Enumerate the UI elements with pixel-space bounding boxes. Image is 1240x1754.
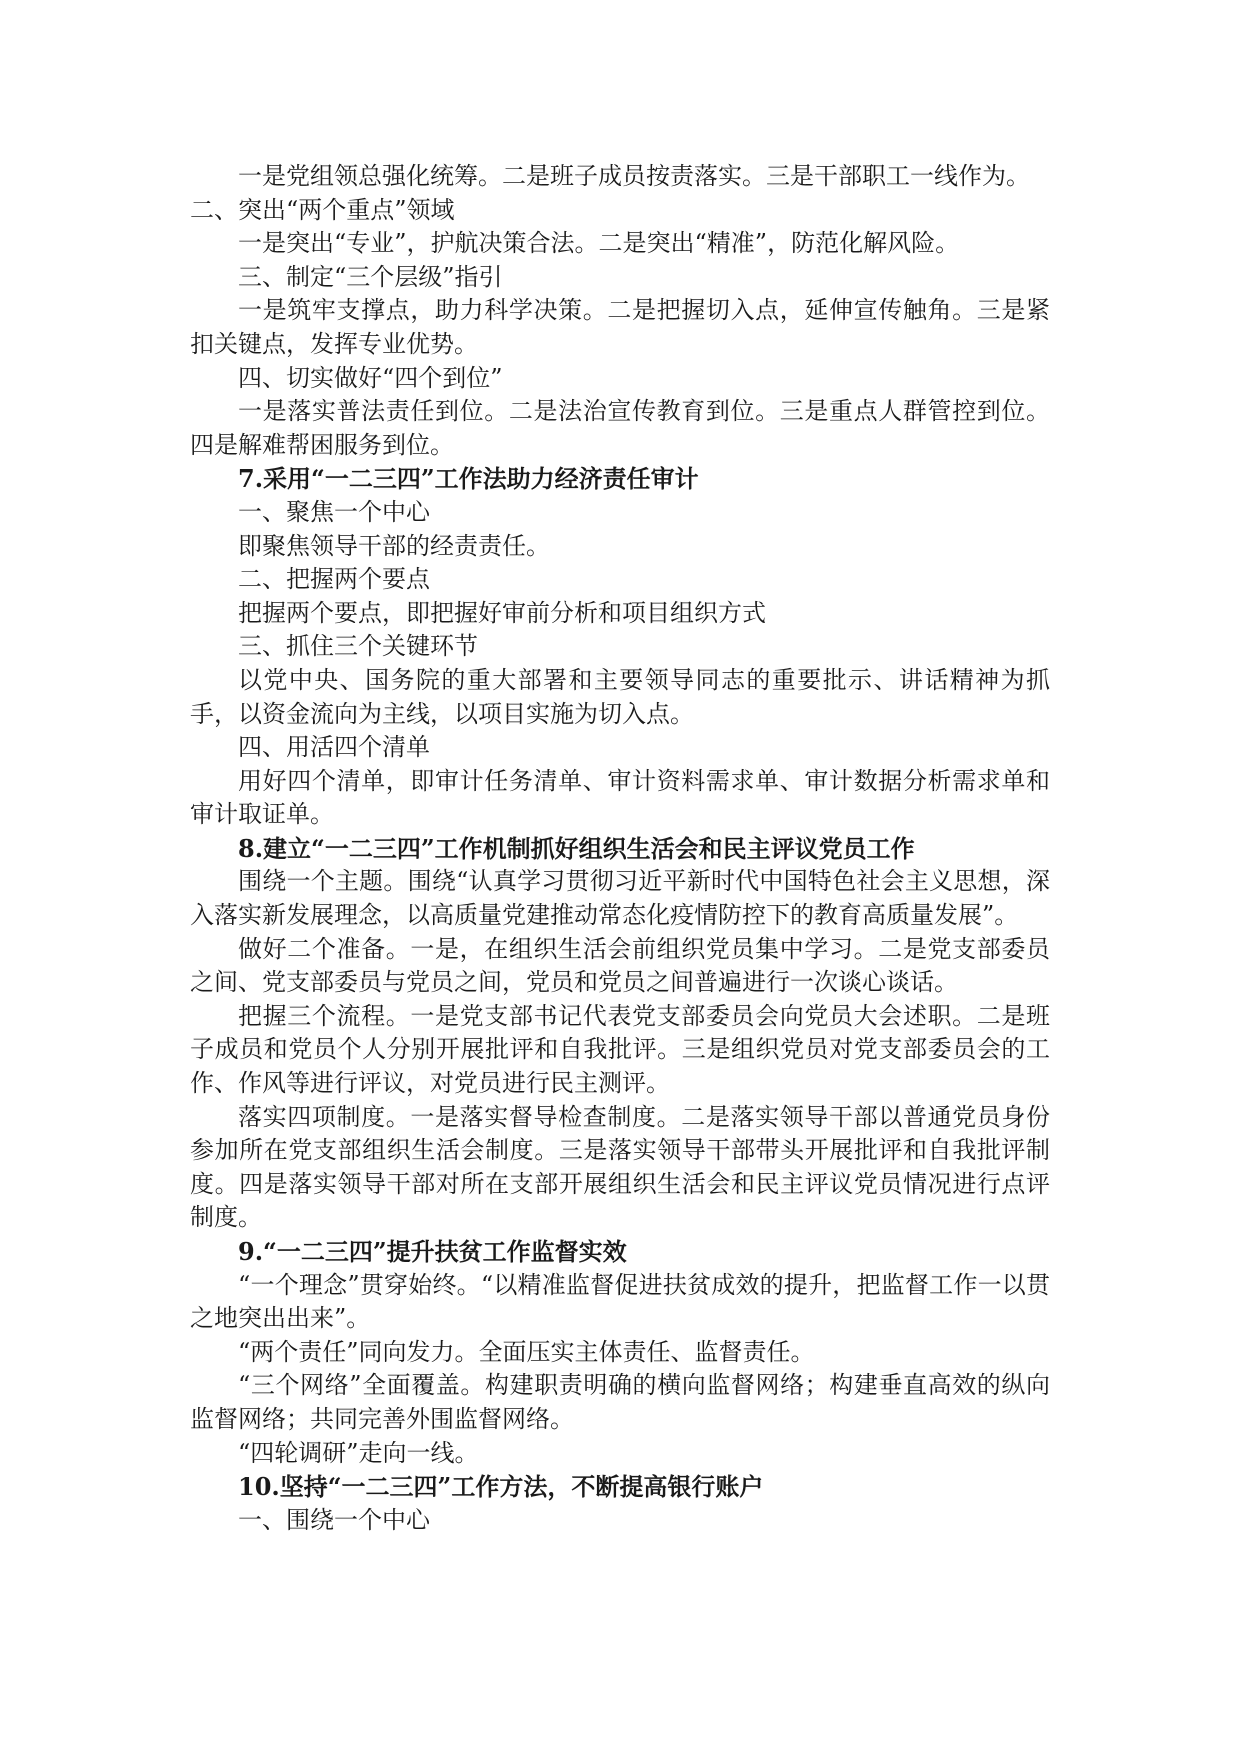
- paragraph: “一个理念”贯穿始终。“以精准监督促进扶贫成效的提升，把监督工作一以贯之地突出出来”。: [190, 1270, 1050, 1333]
- paragraph: 把握三个流程。一是党支部书记代表党支部委员会向党员大会述职。二是班子成员和党员个人分别开展批评和自我批评。三是组织党员对党支部委员会的工作、作风等进行评议，对党员进行民主测评。: [190, 1001, 1050, 1098]
- section-heading: 二、把握两个要点: [238, 565, 430, 594]
- document-page: [190, 160, 1050, 1537]
- section-heading: 三、抓住三个关键环节: [238, 632, 478, 661]
- section-heading: 四、用活四个清单: [238, 733, 430, 762]
- paragraph: 一是筑牢支撑点，助力科学决策。二是把握切入点，延伸宣传触角。三是紧扣关键点，发挥专业优势。: [190, 296, 1050, 358]
- paragraph: 一是党组领总强化统筹。二是班子成员按责落实。三是干部职工一线作为。: [238, 162, 1030, 190]
- paragraph: 即聚焦领导干部的经责责任。: [238, 531, 550, 560]
- article-heading: 7.采用“一二三四”工作法助力经济责任审计: [238, 464, 699, 494]
- section-heading: 一、围绕一个中心: [238, 1505, 430, 1534]
- paragraph: 落实四项制度。一是落实督导检查制度。二是落实领导干部以普通党员身份参加所在党支部组织生活会制度。三是落实领导干部带头开展批评和自我批评制度。四是落实领导干部对所在支部开展组织生活会和民主评议党员情况进行点评制度。: [190, 1102, 1050, 1232]
- paragraph: 一是落实普法责任到位。二是法治宣传教育到位。三是重点人群管控到位。四是解难帮困服务到位。: [190, 397, 1050, 459]
- section-heading: 三、制定“三个层级”指引: [238, 262, 503, 291]
- paragraph: “四轮调研”走向一线。: [238, 1438, 479, 1467]
- section-heading: 二、突出“两个重点”领域: [190, 195, 455, 224]
- article-heading: 8.建立“一二三四”工作机制抓好组织生活会和民主评议党员工作: [238, 833, 915, 863]
- section-heading: 四、切实做好“四个到位”: [238, 363, 503, 392]
- paragraph: “两个责任”同向发力。全面压实主体责任、监督责任。: [238, 1337, 815, 1366]
- paragraph: 把握两个要点，即把握好审前分析和项目组织方式: [238, 598, 766, 627]
- article-heading: 10.坚持“一二三四”工作方法，不断提高银行账户: [238, 1472, 764, 1502]
- paragraph: “三个网络”全面覆盖。构建职责明确的横向监督网络；构建垂直高效的纵向监督网络；共同完善外围监督网络。: [190, 1371, 1050, 1433]
- section-heading: 一、聚焦一个中心: [238, 497, 430, 526]
- paragraph: 做好二个准备。一是，在组织生活会前组织党员集中学习。二是党支部委员之间、党支部委员与党员之间，党员和党员之间普遍进行一次谈心谈话。: [190, 934, 1050, 997]
- article-heading: 9.“一二三四”提升扶贫工作监督实效: [238, 1237, 627, 1266]
- paragraph: 围绕一个主题。围绕“认真学习贯彻习近平新时代中国特色社会主义思想，深入落实新发展理念，以高质量党建推动常态化疫情防控下的教育高质量发展”。: [190, 867, 1050, 930]
- paragraph: 用好四个清单，即审计任务清单、审计资料需求单、审计数据分析需求单和审计取证单。: [190, 766, 1050, 829]
- paragraph: 以党中央、国务院的重大部署和主要领导同志的重要批示、讲话精神为抓手，以资金流向为主线，以项目实施为切入点。: [190, 665, 1050, 728]
- paragraph: 一是突出“专业”，护航决策合法。二是突出“精准”，防范化解风险。: [238, 229, 960, 258]
